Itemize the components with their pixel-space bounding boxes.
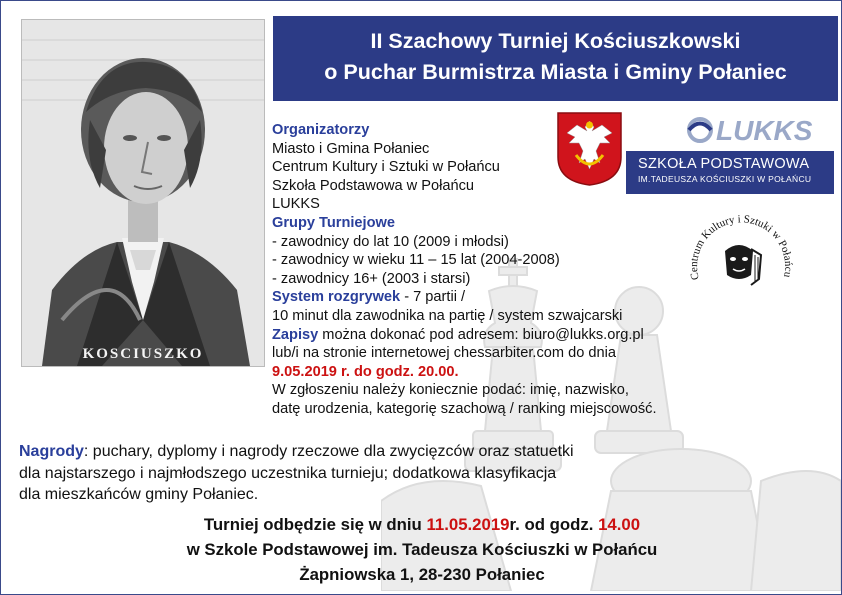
prizes-text-1: : puchary, dyplomy i nagrody rzeczowe dla zwycięzców oraz statuetki bbox=[83, 443, 574, 460]
group-item: - zawodnicy w wieku 11 – 15 lat (2004-2008) bbox=[272, 252, 560, 269]
system-time-control: 10 minut dla zawodnika na partię / system szwajcarski bbox=[272, 307, 623, 324]
prizes-section bbox=[1, 441, 579, 506]
event-date-mid: r. od godz. bbox=[509, 515, 599, 534]
prizes-line-2: dla najstarszego i najmłodszego uczestnika turnieju; dodatkowa klasyfikacja bbox=[19, 464, 557, 482]
school-patron: IM.TADEUSZA KOŚCIUSZKI W POŁAŃCU bbox=[638, 174, 812, 184]
event-time: 14.00 bbox=[598, 515, 641, 534]
entries-email: można dokonać pod adresem: biuro@lukks.org.pl bbox=[318, 326, 644, 343]
event-date-line bbox=[1, 512, 842, 537]
prizes-line-3: dla mieszkańców gminy Połaniec. bbox=[19, 486, 259, 503]
organizers-heading: Organizatorzy bbox=[272, 122, 370, 138]
title-banner bbox=[273, 16, 838, 101]
organizer-item: Miasto i Gmina Połaniec bbox=[272, 140, 430, 157]
system-rounds: - 7 partii / bbox=[400, 289, 466, 306]
prizes-heading: Nagrody bbox=[19, 443, 84, 460]
school-name: SZKOŁA PODSTAWOWA bbox=[638, 156, 810, 172]
event-date: 11.05.2019 bbox=[426, 515, 510, 534]
group-item: - zawodnicy do lat 10 (2009 i młodsi) bbox=[272, 233, 509, 250]
event-info-footer bbox=[1, 512, 842, 587]
culture-center-text: Centrum Kultury i Sztuki w Połańcu bbox=[688, 213, 795, 282]
organizer-item: Szkoła Podstawowa w Połańcu bbox=[272, 177, 474, 194]
entries-requirements-1: W zgłoszeniu należy koniecznie podać: imię, nazwisko, bbox=[272, 382, 629, 399]
event-address: Żapniowska 1, 28-230 Połaniec bbox=[299, 565, 545, 584]
entries-website: lub/i na stronie internetowej chessarbiter.com do dnia bbox=[272, 345, 616, 362]
system-line bbox=[272, 288, 832, 307]
event-venue: w Szkole Podstawowej im. Tadeusza Kościuszki w Połańcu bbox=[186, 540, 658, 559]
title-line-2: o Puchar Burmistrza Miasta i Gminy Połaniec bbox=[324, 60, 787, 84]
organizer-item: Centrum Kultury i Sztuki w Połańcu bbox=[272, 159, 500, 176]
entries-deadline: 9.05.2019 r. do godz. 20.00. bbox=[272, 363, 459, 380]
entries-heading: Zapisy bbox=[272, 326, 319, 343]
group-item: - zawodnicy 16+ (2003 i starsi) bbox=[272, 270, 471, 287]
lukks-text: LUKKS bbox=[716, 115, 813, 146]
system-heading: System rozgrywek bbox=[272, 289, 401, 306]
portrait-engraving-icon bbox=[22, 20, 264, 366]
portrait-caption: KOSCIUSZKO bbox=[82, 346, 204, 362]
entries-line bbox=[272, 326, 832, 345]
tournament-details bbox=[272, 121, 832, 419]
entries-requirements-2: datę urodzenia, kategorię szachową / ranking miejscowość. bbox=[272, 400, 657, 417]
groups-heading: Grupy Turniejowe bbox=[272, 214, 395, 231]
prizes-line-1 bbox=[19, 441, 579, 463]
event-date-prefix: Turniej odbędzie się w dniu bbox=[203, 515, 427, 534]
kosciuszko-portrait bbox=[21, 19, 265, 367]
organizer-item: LUKKS bbox=[272, 196, 320, 213]
title-line-1: II Szachowy Turniej Kościuszkowski bbox=[370, 29, 741, 53]
